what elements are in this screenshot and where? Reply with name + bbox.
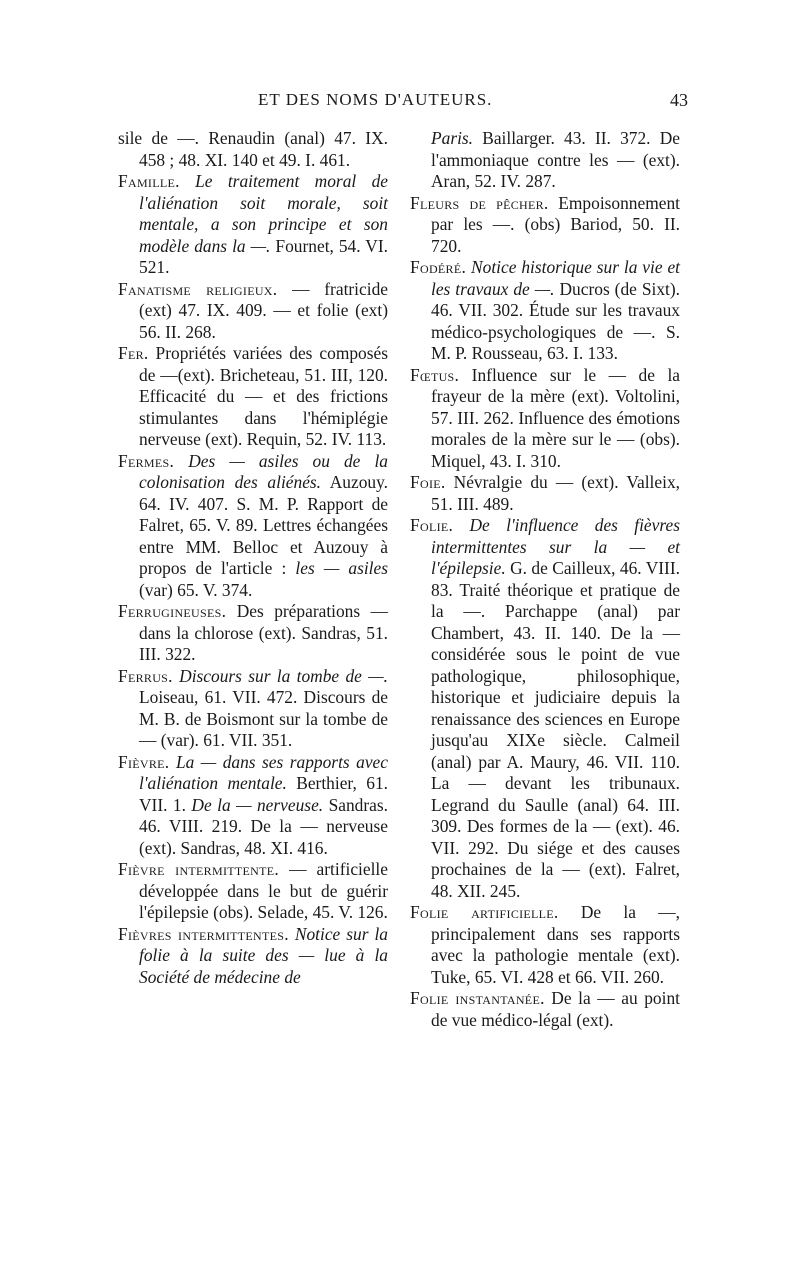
entry-headword: Fodéré. [410, 257, 467, 277]
index-entry [410, 988, 680, 1031]
entry-headword: Fièvre intermittente. [118, 859, 280, 879]
entry-text: Ducros (de Sixt). 46. VII. 302. Étude sur les travaux médico-psychologiques de —. S. M. P. Rousseau, 63. I. 133. [431, 278, 680, 363]
entry-text: Auzouy. 64. IV. 407. S. M. P. Rapport de Falret, 65. V. 89. Lettres échangées entre MM. Belloc et Auzouy à propos de l'article : [139, 472, 388, 578]
entry-headword: Fermes. [118, 450, 175, 471]
entry-headword: Ferrugineuses. [118, 601, 227, 621]
entry-headword: Fleurs de pêcher. [410, 192, 549, 213]
entry-text: Berthier, 61. VII. 1. [139, 773, 388, 815]
entry-text [453, 515, 469, 535]
index-entry [118, 859, 388, 924]
entry-text: Baillarger. 43. II. 372. De l'ammoniaque contre les — (ext). Aran, 52. IV. 287. [431, 128, 680, 191]
entry-text: De la — au point de vue médico-légal (ext). [431, 988, 680, 1030]
entry-headword: Folie. [410, 515, 454, 535]
index-entry [410, 257, 680, 365]
entry-headword: Folie artificielle. [410, 902, 559, 922]
entry-title-italic: Notice historique sur la vie et les travaux de —. [431, 257, 680, 299]
entry-headword: Fièvres intermittentes. [118, 923, 289, 944]
index-entry [118, 171, 388, 279]
index-entry [410, 128, 680, 193]
entry-headword: Folie instantanée. [410, 988, 545, 1008]
entry-title-italic: Discours sur la tombe de —. [179, 665, 388, 686]
index-entry [118, 601, 388, 666]
entry-text: — artificielle développée dans le but de guérir l'épilepsie (obs). Selade, 45. V. 126. [139, 859, 388, 922]
index-entry [410, 902, 680, 988]
index-entry [410, 472, 680, 515]
index-entry [410, 193, 680, 258]
entry-text: De la —, principalement dans ses rapports avec la pathologie mentale (ext). Tuke, 65. VI. 428 et 66. VII. 260. [431, 902, 680, 987]
index-entry [118, 128, 388, 171]
entry-headword: Fanatisme religieux. [118, 278, 278, 299]
entry-title-italic: Notice sur la folie à la suite des — lue à la Société de médecine de [139, 923, 388, 987]
index-entry [118, 924, 388, 989]
entry-headword: Famille. [118, 171, 180, 191]
entry-title-italic: les — asiles [295, 558, 389, 578]
entry-text: Sandras. 46. VIII. 219. De la — nerveuse (ext). Sandras, 48. XI. 416. [139, 794, 388, 858]
page-number: 43 [670, 90, 688, 110]
entry-title-italic: Le traitement moral de l'aliénation soit morale, soit mentale, a son principe et son modèle dans la —. [139, 171, 388, 256]
index-entry [410, 515, 680, 902]
entry-title-italic: Paris. [431, 128, 474, 148]
entry-headword: Foie. [410, 472, 446, 492]
entry-title-italic: La — dans ses rapports avec l'aliénation mentale. [139, 751, 388, 793]
entry-headword: Ferrus. [118, 665, 173, 686]
entry-text: Névralgie du — (ext). Valleix, 51. III. 489. [431, 472, 680, 514]
entry-text: Influence sur le — de la frayeur de la mère (ext). Voltolini, 57. III. 262. Influence des émotions morales de la mère sur le — (obs). Miquel, 43. I. 310. [431, 364, 680, 471]
entry-title-italic: De l'influence des fièvres intermittentes sur la — et l'épilepsie. [431, 515, 680, 578]
running-title: ET DES NOMS D'AUTEURS. [258, 90, 493, 109]
entry-text: (var) 65. V. 374. [139, 579, 253, 600]
entry-title-italic: De la — nerveuse. [191, 794, 324, 815]
entry-title-italic: Des — asiles ou de la colonisation des aliénés. [139, 450, 388, 492]
right-column [410, 128, 680, 1031]
index-entry [118, 451, 388, 602]
entry-headword: Fœtus. [410, 364, 460, 385]
entry-text: Fournet, 54. VI. 521. [139, 235, 388, 277]
index-entry [118, 752, 388, 860]
entry-text: — fratricide (ext) 47. IX. 409. — et folie (ext) 56. II. 268. [139, 278, 388, 342]
entry-text [174, 451, 188, 471]
left-column [118, 128, 388, 988]
entry-text: G. de Cailleux, 46. VIII. 83. Traité théorique et pratique de la —. Parchappe (anal) par Chambert, 43. II. 140. De la — considérée sous le point de vue pathologique, philosophique, historique et judiciaire depuis la renaissance des sciences en Europe jusqu'au XIXe siècle. Calmeil (anal) par A. Maury, 46. VII. 110. La — devant les tribunaux. Legrand du Saulle (anal) 64. III. 309. Des formes de la — (ext). 46. VII. 292. Du siége et des causes prochaines de la — (ext). Falret, 48. XII. 245. [431, 558, 680, 901]
entry-text: Empoisonnement par les —. (obs) Bariod, 50. II. 720. [431, 192, 680, 256]
entry-text: Des préparations — dans la chlorose (ext). Sandras, 51. III. 322. [139, 601, 388, 664]
index-entry [118, 343, 388, 451]
index-entry [410, 365, 680, 473]
entry-text: Propriétés variées des composés de —(ext). Bricheteau, 51. III, 120. Efficacité du — et des frictions stimulantes dans l'hémiplégie nerveuse (ext). Requin, 52. IV. 113. [139, 343, 388, 449]
entry-text: Loiseau, 61. VII. 472. Discours de M. B. de Boismont sur la tombe de — (var). 61. VII. 351. [139, 687, 388, 750]
index-entry [118, 666, 388, 752]
page-header [118, 90, 688, 120]
entry-text: sile de —. Renaudin (anal) 47. IX. 458 ; 48. XI. 140 et 49. I. 461. [118, 128, 388, 170]
entry-headword: Fer. [118, 343, 149, 363]
entry-headword: Fièvre. [118, 751, 170, 772]
index-entry [118, 279, 388, 344]
entry-text [180, 171, 195, 191]
